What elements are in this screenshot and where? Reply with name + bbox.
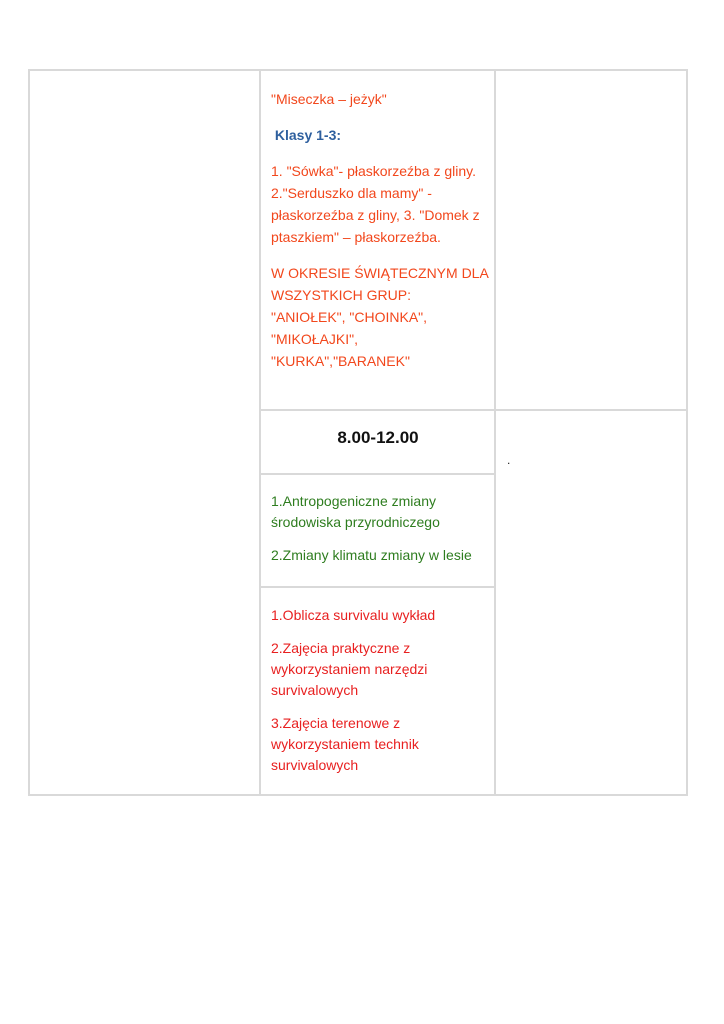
right-cell-dot: . <box>507 453 511 467</box>
row-divider <box>259 473 496 475</box>
row-divider <box>259 409 686 411</box>
ceramics-line: "Miseczka – jeżyk" <box>271 91 387 107</box>
ceramics-list: 1. "Sówka"- płaskorzeźba z gliny. 2."Serduszko dla mamy" - płaskorzeźba z gliny, 3. "Domek z ptaszkiem" – płaskorzeźba. <box>271 163 480 245</box>
grade-heading: Klasy 1-3: <box>271 127 342 143</box>
time-heading: 8.00-12.00 <box>337 428 419 447</box>
holiday-intro: W OKRESIE ŚWIĄTECZNYM DLA WSZYSTKICH GRUP: <box>271 265 489 303</box>
schedule-table <box>28 69 688 796</box>
holiday-items: "ANIOŁEK", "CHOINKA", <box>271 309 428 325</box>
ecology-item: 1.Antropogeniczne zmiany środowiska przyrodniczego <box>271 493 440 530</box>
survival-item: 3.Zajęcia terenowe z wykorzystaniem technik survivalowych <box>271 715 419 773</box>
holiday-items: "MIKOŁAJKI", <box>271 331 358 347</box>
survival-cell <box>271 605 491 788</box>
ecology-item: 2.Zmiany klimatu zmiany w lesie <box>271 547 472 563</box>
survival-item: 2.Zajęcia praktyczne z wykorzystaniem narzędzi survivalowych <box>271 640 428 698</box>
holiday-items: "KURKA","BARANEK" <box>271 353 410 369</box>
row-divider <box>259 586 496 588</box>
ceramics-cell <box>271 88 491 372</box>
survival-item: 1.Oblicza survivalu wykład <box>271 607 436 623</box>
ecology-cell <box>271 491 491 578</box>
